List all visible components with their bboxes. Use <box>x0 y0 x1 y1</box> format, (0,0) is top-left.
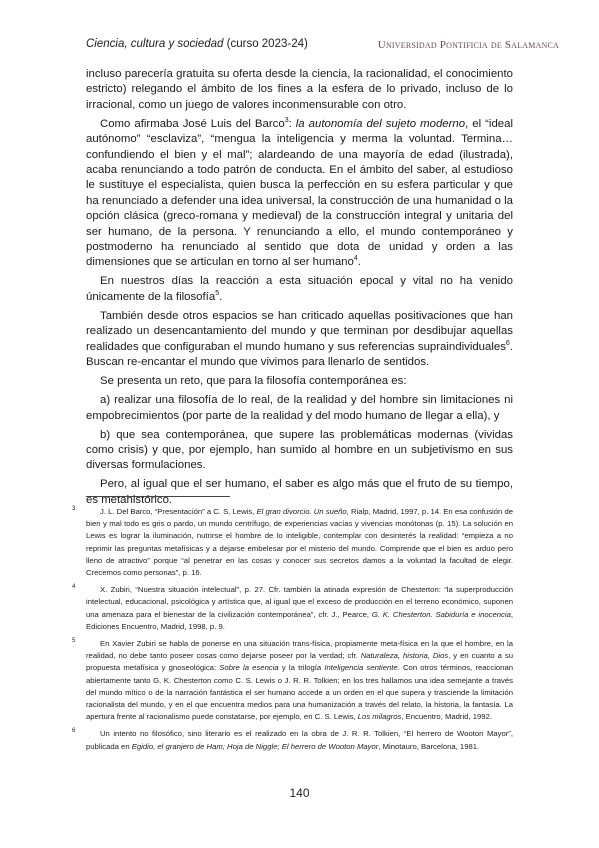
fn3-a: J. L. Del Barco, “Presentación” a C. S. Lewis, <box>100 507 257 516</box>
fn5-title-4: Los milagros <box>357 712 402 722</box>
p5-text: Se presenta un reto, que para la filosofía contemporánea es: <box>100 375 407 388</box>
p2-text-a: Como afirmaba José Luis del Barco <box>100 117 285 130</box>
p3-text: En nuestros días la reacción a esta situación epocal y vital no ha venido únicamente de la filosofía <box>86 275 513 303</box>
fn3-b: , Rialp, Madrid, 1997, p. 14. En esa confusión de bien y mal todo es gris o pardo, un mundo centrífugo, de experiencias vacías y vivencias monótonas (p. 15). La solución en Lewis es lograr la iluminación, nutrirse el hombre de lo inteligible, contemplar con desinterés la realidad: “empieza a no reprimir las preguntas metafísicas y a dejarse embelesar por el misterio del mundo. Comprende que el bien es arduo pero lleno de atractivo” porque “al penetrar en las cosas y conocer sus secretos damos a la voluntad la facultad de elegir. Crecemos como personas”, p. 16. <box>86 507 513 578</box>
course-title <box>86 38 308 50</box>
fn4-a: X. Zubiri, “Nuestra situación intelectual”, p. 27. Cfr. también la atinada expresión de Chesterton: “la superproducción intelectual, educacional, psicológica y artística que, al igual que el exceso de producción en el terreno económico, suponen una amenaza para el bienestar de la civilización contemporánea”, cfr. J., Pearce, <box>86 585 513 619</box>
university-name: Universidad Pontificia de Salamanca <box>377 39 559 51</box>
paragraph-6 <box>86 393 513 424</box>
fn5-title-3: Inteligencia sentiente <box>324 663 398 673</box>
paragraph-5 <box>86 374 513 389</box>
footnote-4-number: 4 <box>72 584 76 591</box>
paragraph-8 <box>86 477 513 508</box>
footnote-ref-4[interactable]: 4 <box>353 255 358 263</box>
p4-text-b: . Buscan re-encantar el mundo que vivimos para llenarlo de sentidos. <box>86 340 513 369</box>
course-year: (curso 2023-24) <box>223 38 308 50</box>
paragraph-2 <box>86 117 513 271</box>
page-number: 140 <box>289 786 310 800</box>
paragraph-7 <box>86 428 513 474</box>
fn6-title: Egidio, el granjero de Ham; Hoja de Niggle; El herrero de Wooton Mayor <box>131 741 379 751</box>
paragraph-3 <box>86 274 513 305</box>
footnote-divider <box>86 496 230 497</box>
footnote-ref-6[interactable]: 6 <box>505 339 510 347</box>
p2-italic: la autonomía del sujeto moderno <box>295 117 466 130</box>
running-header <box>86 38 559 54</box>
footnote-4 <box>72 584 513 633</box>
p3-end: . <box>219 290 223 303</box>
fn4-title: G. K. Chesterton. Sabiduría e inocencia <box>371 609 511 619</box>
p6-text: a) realizar una filosofía de lo real, de la realidad y del hombre sin limitaciones ni empobrecimientos (por parte de la realidad y del modo humano de llegar a ella), y <box>86 394 513 422</box>
p2-text-c: , el “ideal autónomo” “esclaviza”, “mengua la inteligencia y merma la voluntad. Termina… confundiendo el bien y el mal”; alardeando de una mayoría de edad (ilustrada), acaba renunciando a todo patrón de conducta. En el ámbito del saber, al estudioso le sustituye el especialista, quien busca la perfección en su esfera particular y que ha renunciado a defender una idea universal, la construcción de una humanidad o la opción clásica (greco-romana y medieval) de la construcción integral y unitaria del ser humano, de la persona. Y renunciando a ello, el mundo contemporáneo y postmoderno ha renunciado al sentido que dota de unidad y orden a las dimensiones que se articulan en torno al ser humano <box>86 117 513 269</box>
footnote-ref-3[interactable]: 3 <box>284 117 289 125</box>
fn3-title: El gran divorcio. Un sueño <box>256 507 347 516</box>
p8-text: Pero, al igual que el ser humano, el saber es algo más que el fruto de su tiempo, es metahistórico. <box>86 478 513 506</box>
fn5-b: , y en cuanto a su propuesta metafísica y gnoseológica: <box>86 651 513 673</box>
paragraph-1 <box>86 67 513 113</box>
p2-end: . <box>357 256 361 269</box>
fn4-b: , Ediciones Encuentro, Madrid, 1998, p. 9. <box>86 609 513 631</box>
fn5-title-1: Naturaleza, historia, Dios <box>360 651 449 661</box>
paragraph-4 <box>86 309 513 371</box>
footnotes <box>72 506 513 758</box>
footnote-6-number: 6 <box>72 728 76 735</box>
paragraph-1-text: incluso parecería gratuita su oferta desde la ciencia, la racionalidad, el conocimiento estricto) relegando el ámbito de los fines a la esfera de lo privado, incluso de lo irracional, como un juego de valores inconmensurable con otro. <box>86 68 513 111</box>
p7-text: b) que sea contemporánea, que supere las problemáticas modernas (vividas como crisis) y que, por ejemplo, han sumido al hombre en un subjetivismo en sus diversas formulaciones. <box>86 428 513 472</box>
p2-text-b: : <box>288 117 296 130</box>
fn6-a: Un intento no filosófico, sino literario es el realizado en la obra de J. R. R. Tolkien, “El herrero de Wooton Mayor”, publicada en <box>86 729 513 751</box>
footnote-6 <box>72 728 513 752</box>
main-text <box>86 67 513 512</box>
fn5-d: . Con otros términos, reaccionan abiertamente tanto G. K. Chesterton como C. S. Lewis o J. R. R. Tolkien; en los tres hallamos una idea semejante a través del mundo mítico o de la narración fantástica el ser humano accede a un orden en el que supera y trasciende la limitación racionalista del mundo, y en el que encuentra medios para una humanización a través del relato, la historia, la fantasía. La apertura frente al racionalismo puede constatarse, por ejemplo, en C. S. Lewis, <box>86 663 513 722</box>
p4-text-a: También desde otros espacios se han criticado aquellas positivaciones que han realizado un desencantamiento del mundo y que terminan por desdibujar aquellas realidades que configuraban el mundo humano y sus referencias supraindividuales <box>86 309 513 353</box>
footnote-ref-5[interactable]: 5 <box>215 290 220 298</box>
footnote-3 <box>72 506 513 579</box>
footnote-5-number: 5 <box>72 638 76 645</box>
fn6-b: , Minotauro, Barcelona, 1981. <box>378 741 480 751</box>
course-title-italic: Ciencia, cultura y sociedad <box>86 38 224 50</box>
fn5-e: , Encuentro, Madrid, 1992. <box>401 712 492 722</box>
fn5-c: y la trilogía <box>278 663 325 673</box>
footnote-5 <box>72 638 513 723</box>
footnote-3-number: 3 <box>72 506 76 512</box>
fn5-title-2: Sobre la esencia <box>219 663 279 673</box>
fn5-a: En Xavier Zubiri se habla de ponerse en una situación trans-física, propiamente meta-física en la que el hombre, en la realidad, no debe tanto poseer cosas como dejarse poseer por la verdad; cfr. <box>86 639 513 661</box>
